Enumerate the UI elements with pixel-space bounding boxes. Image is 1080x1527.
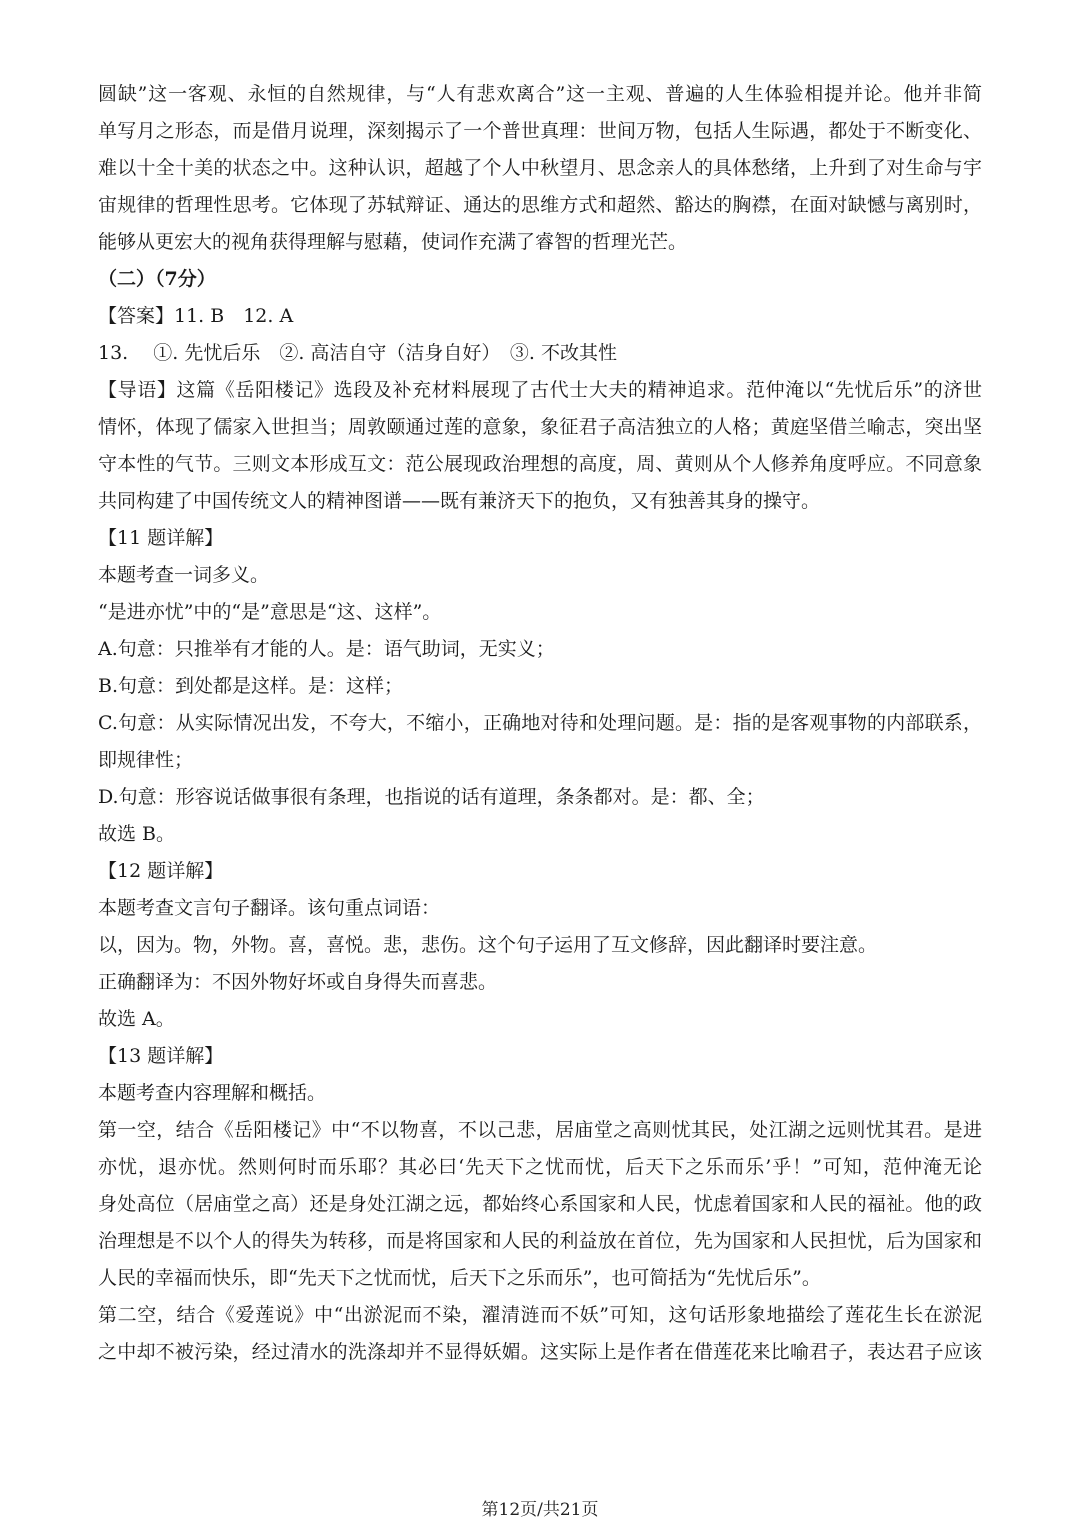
text-line: D.句意：形容说话做事很有条理，也指说的话有道理，条条都对。是：都、全； [98,786,765,808]
text-line: 治理想是不以个人的得失为转移，而是将国家和人民的利益放在首位，先为国家和人民担忧，后为国家和 [98,1230,982,1252]
text-line: C.句意：从实际情况出发，不夸大，不缩小，正确地对待和处理问题。是：指的是客观事物的内部联系， [98,712,982,734]
text-line: 以，因为。物，外物。喜，喜悦。悲，悲伤。这个句子运用了互文修辞，因此翻译时要注意。 [98,934,878,956]
text-line: 之中却不被污染，经过清水的洗涤却并不显得妖媚。这实际上是作者在借莲花来比喻君子，表达君子应该 [98,1341,982,1363]
text-line: 【答案】11. B 12. A [98,305,294,327]
text-line: 本题考查一词多义。 [98,564,270,586]
text-line: 单写月之形态，而是借月说理，深刻揭示了一个普世真理：世间万物，包括人生际遇，都处于不断变化、 [98,120,982,142]
text-line: 宙规律的哲理性思考。它体现了苏轼辩证、通达的思维方式和超然、豁达的胸襟，在面对缺憾与离别时， [98,194,982,216]
page-footer [0,1498,1080,1522]
text-line: 【13 题详解】 [98,1045,224,1067]
text-line: 本题考查内容理解和概括。 [98,1082,327,1104]
section-heading: （二）（7分） [98,268,216,290]
text-line: B.句意：到处都是这样。是：这样； [98,675,404,697]
text-line: 人民的幸福而快乐，即“先天下之忧而忧，后天下之乐而乐”，也可简括为“先忧后乐”。 [98,1267,821,1289]
text-line: 守本性的气节。三则文本形成互文：范公展现政治理想的高度，周、黄则从个人修养角度呼应。不同意象 [98,453,982,475]
page-content [98,76,982,1371]
text-line: 【导语】这篇《岳阳楼记》选段及补充材料展现了古代士大夫的精神追求。范仲淹以“先忧后乐”的济世 [98,379,982,401]
text-line: 能够从更宏大的视角获得理解与慰藉，使词作充满了睿智的哲理光芒。 [98,231,688,253]
text-line: 圆缺”这一客观、永恒的自然规律，与“人有悲欢离合”这一主观、普遍的人生体验相提并论。他并非简 [98,83,982,105]
text-line: 正确翻译为：不因外物好坏或自身得失而喜悲。 [98,971,498,993]
text-line: 亦忧，退亦忧。然则何时而乐耶？其必曰‘先天下之忧而忧，后天下之乐而乐’乎！”可知，范仲淹无论 [98,1156,982,1178]
text-line: 故选 B。 [98,823,176,845]
text-line: 【12 题详解】 [98,860,224,882]
text-line: 即规律性； [98,749,194,771]
text-line: 【11 题详解】 [98,527,224,549]
text-line: “是进亦忧”中的“是”意思是“这、这样”。 [98,601,442,623]
text-line: A.句意：只推举有才能的人。是：语气助词，无实义； [98,638,555,660]
text-line: 本题考查文言句子翻译。该句重点词语： [98,897,441,919]
text-line: 共同构建了中国传统文人的精神图谱——既有兼济天下的抱负，又有独善其身的操守。 [98,490,821,512]
text-line: 第二空，结合《爱莲说》中“出淤泥而不染，濯清涟而不妖”可知，这句话形象地描绘了莲花生长在淤泥 [98,1304,982,1326]
text-line: 第一空，结合《岳阳楼记》中“不以物喜，不以己悲，居庙堂之高则忧其民，处江湖之远则忧其君。是进 [98,1119,982,1141]
text-line: 情怀，体现了儒家入世担当；周敦颐通过莲的意象，象征君子高洁独立的人格；黄庭坚借兰喻志，突出坚 [98,416,982,438]
text-line: 13. ①. 先忧后乐 ②. 高洁自守（洁身自好） ③. 不改其性 [98,342,617,364]
text-line: 故选 A。 [98,1008,175,1030]
page-number-label: 第12页/共21页 [481,1500,599,1520]
text-line: 身处高位（居庙堂之高）还是身处江湖之远，都始终心系国家和人民，忧虑着国家和人民的福祉。他的政 [98,1193,982,1215]
text-line: 难以十全十美的状态之中。这种认识，超越了个人中秋望月、思念亲人的具体愁绪，上升到了对生命与宇 [98,157,982,179]
